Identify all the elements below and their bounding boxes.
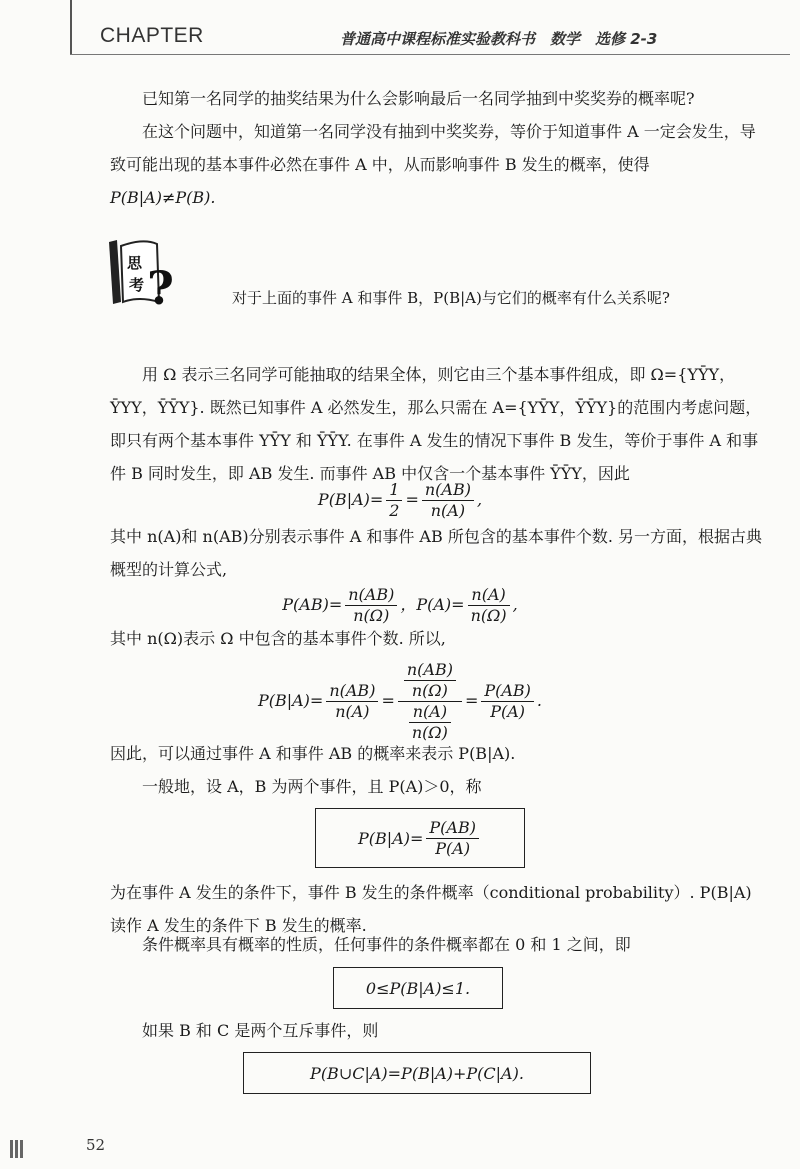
paragraph-counts: 其中 n(A)和 n(AB)分别表示事件 A 和事件 AB 所包含的基本事件个数. 另一方面，根据古典概型的计算公式,: [110, 527, 763, 579]
thinking-icon: [103, 232, 183, 312]
fraction-definition: $\frac{P(AB)}{P(A)}$: [426, 818, 479, 859]
svg-text:考: 考: [129, 276, 145, 294]
formula1-lhs: P(B|A)=: [317, 490, 384, 509]
chapter-label: CHAPTER: [100, 24, 204, 47]
paragraph-mutually-exclusive: 如果 B 和 C 是两个互斥事件，则: [142, 1021, 379, 1040]
paragraph-properties: 条件概率具有概率的性质，任何事件的条件概率都在 0 和 1 之间，即: [142, 935, 631, 954]
formula-classical-probability: P(AB)= $\frac{n(AB)}{n(\Omega)}$ ，P(A)= $\frac{n(A)}{n(\Omega)}$ ,: [282, 585, 518, 625]
paragraph-sample-space: 用 Ω 表示三名同学可能抽取的结果全体，则它由三个基本事件组成，即 Ω={YȲY，ȲYY，ȲȲY}. 既然已知事件 A 必然发生，那么只需在 A={YȲY，ȲȲY}的范围内考虑问题，即只有两个基本事件 YȲY 和 ȲȲY. 在事件 A 发生的情况下事件 B 发生，等价于事件 A 和事件 B 同时发生，即 AB 发生. 而事件 AB 中仅含一个基本事件 ȲȲY，因此: [110, 365, 762, 483]
header-rule-vertical: [70, 0, 72, 55]
page-number: 52: [86, 1136, 106, 1154]
union-formula-box: P(B∪C|A)=P(B|A)+P(C|A).: [243, 1052, 591, 1094]
page-edge-mark: [10, 1140, 24, 1158]
svg-text:?: ?: [147, 261, 174, 312]
fraction-nAB-nA-2: $\frac{n(AB)}{n(A)}$: [326, 681, 378, 722]
paragraph-definition: 为在事件 A 发生的条件下，事件 B 发生的条件概率（conditional probability）. P(B|A)读作 A 发生的条件下 B 发生的概率.: [110, 883, 752, 935]
paragraph-explanation-text: 在这个问题中，知道第一名同学没有抽到中奖奖券，等价于知道事件 A 一定会发生，导致可能出现的基本事件必然在事件 A 中，从而影响事件 B 发生的概率，使得: [110, 122, 756, 174]
paragraph-omega-count: 其中 n(Ω)表示 Ω 中包含的基本事件个数. 所以,: [110, 629, 446, 648]
header-rule-horizontal: [70, 54, 790, 55]
fraction-nAB-nA: $\frac{n(AB)}{n(A)}$: [422, 480, 474, 521]
paragraph-question: 已知第一名同学的抽奖结果为什么会影响最后一名同学抽到中奖奖券的概率呢?: [142, 89, 695, 108]
fraction-PAB-PA: $\frac{P(AB)}{P(A)}$: [481, 681, 534, 722]
formula-conditional-1: P(B|A)= $\frac{1}{2}$ = $\frac{n(AB)}{n(A)}$ ,: [317, 480, 483, 520]
fraction-nAB-nOmega: $\frac{n(AB)}{n(\Omega)}$: [345, 585, 397, 626]
definition-box: P(B|A)= $\frac{P(AB)}{P(A)}$: [315, 808, 525, 868]
book-series-title: 普通高中课程标准实验教科书 数学 选修 2-3: [340, 30, 658, 48]
paragraph-therefore: 因此，可以通过事件 A 和事件 AB 的概率来表示 P(B|A).: [110, 744, 516, 763]
bounds-box: 0≤P(B|A)≤1.: [333, 967, 503, 1009]
fraction-one-half: $\frac{1}{2}$: [386, 480, 402, 521]
inequality-text: P(B|A)≠P(B).: [110, 188, 216, 207]
fraction-nA-nOmega: $\frac{n(A)}{n(\Omega)}$: [468, 585, 510, 626]
paragraph-definition-intro: 一般地，设 A，B 为两个事件，且 P(A)＞0，称: [142, 777, 482, 796]
paragraph-explanation: [110, 115, 766, 214]
formula-conditional-derivation: P(B|A)= $\frac{n(AB)}{n(A)}$ = $\frac{\frac{n(AB)}{n(\Omega)}}{\frac{n(A)}{n(\Omega)}}$ = $\frac{P(AB)}{P(A)}$ .: [257, 660, 543, 742]
thinking-question: 对于上面的事件 A 和事件 B，P(B|A)与它们的概率有什么关系呢?: [232, 289, 670, 307]
svg-text:思: 思: [127, 254, 143, 272]
compound-fraction: $\frac{\frac{n(AB)}{n(\Omega)}}{\frac{n(A)}{n(\Omega)}}$: [398, 660, 462, 743]
